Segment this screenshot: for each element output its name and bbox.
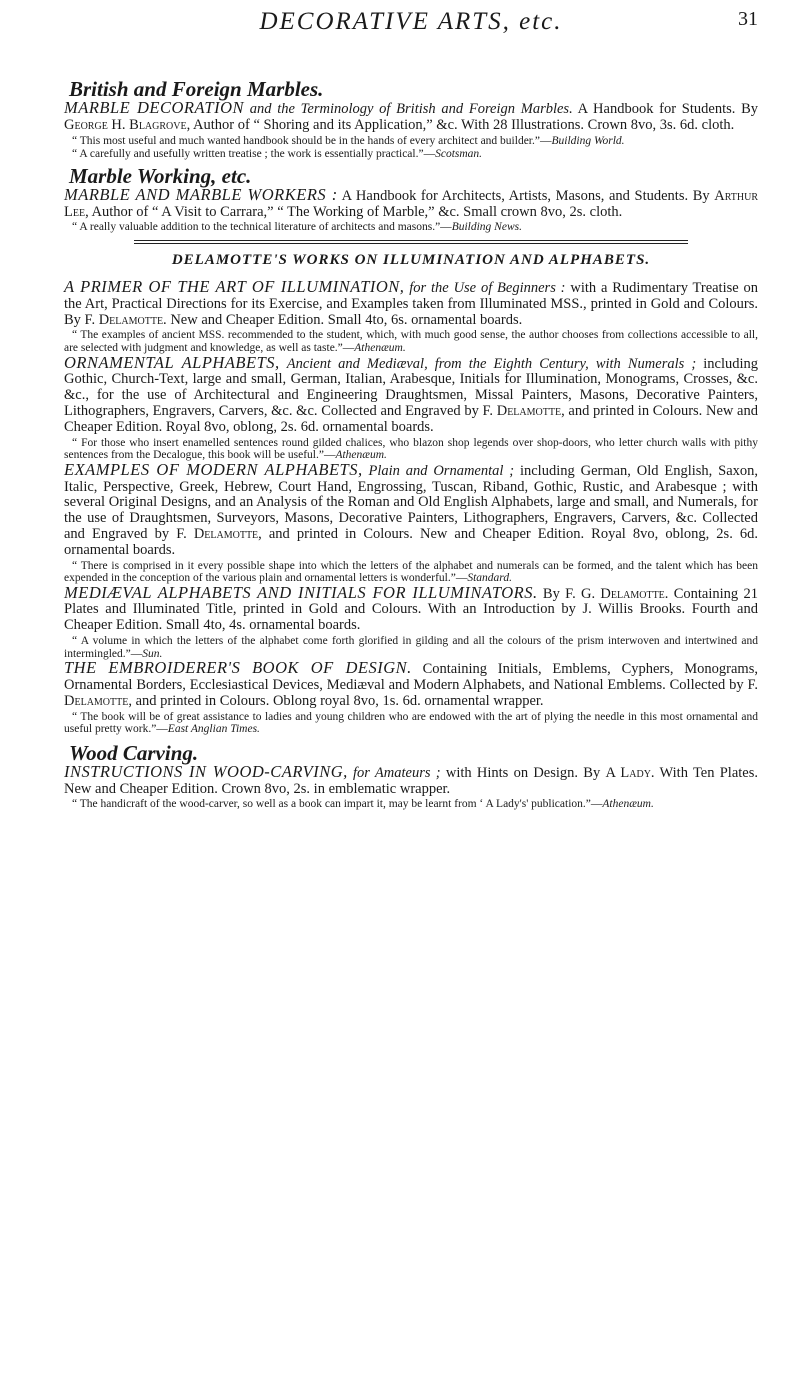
entry-title: EXAMPLES OF MODERN ALPHABETS,	[64, 459, 363, 479]
entry-author: F. Delamotte,	[482, 402, 565, 419]
entry-author: Arthur Lee,	[64, 187, 759, 220]
entry-title: MEDIÆVAL ALPHABETS AND INITIALS FOR ILLUMINATORS.	[64, 582, 538, 602]
entry-title: MARBLE AND MARBLE WORKERS :	[64, 184, 338, 204]
entry-body: THE EMBROIDERER'S BOOK OF DESIGN. Containing Initials, Emblems, Cyphers, Monograms, Ornamental Borders, Ecclesiastical Devices, Mediæval and Modern Alphabets, and National Emblems. Collected by F. Delamotte, and printed in Colours. Oblong royal 8vo, 1s. 6d. ornamental wrapper.	[64, 658, 759, 709]
entry-body	[64, 184, 759, 221]
entry-author: F. Delamotte,	[176, 525, 262, 542]
entry-title: MARBLE DECORATION	[64, 98, 245, 117]
review-source: Building World.	[551, 134, 625, 147]
entry-modern-alphabets	[64, 459, 759, 585]
entry-subtitle: for the Use of Beginners :	[409, 279, 566, 296]
entry-subtitle: Plain and Ornamental ;	[368, 462, 515, 479]
entry-embroiderers-book	[64, 660, 758, 736]
entry-body: EXAMPLES OF MODERN ALPHABETS, Plain and Ornamental ; including German, Old English, Saxon, Italic, Perspective, Greek, Hebrew, Court Hand, Engrossing, Tuscan, Riband, Gothic, Rustic, and Arabesque ; with several Original Designs, and an Analysis of the Roman and Old English Alphabets, large and small, and Numerals, for the use of Draughtsmen, Surveyors, Masons, Decorative Painters, Lithographers, Engravers, Carvers, &c. Collected and Engraved by F. Delamotte, and printed in Colours. New and Cheaper Edition. Royal 8vo, oblong, 2s. 6d. ornamental boards.	[64, 459, 759, 558]
entry-author: George H. Blagrove,	[64, 116, 191, 133]
entry-body: ORNAMENTAL ALPHABETS, Ancient and Mediæval, from the Eighth Century, with Numerals ; including Gothic, Church-Text, large and small, German, Italian, Arabesque, Initials for Illumination, Monograms, Crosses, &c. &c., for the use of Architectural and Engineering Draughtsmen, Missal Painters, Masons, Decorative Painters, Lithographers, Engravers, Carvers, &c. &c. Collected and Engraved by F. Delamotte, and printed in Colours. New and Cheaper Edition. Royal 8vo, oblong, 2s. 6d. ornamental boards.	[64, 352, 759, 435]
entry-author: F. G. Delamotte.	[565, 585, 669, 602]
entry-author-prefix: A Handbook for Students. By	[577, 101, 759, 117]
entry-wood-carving	[64, 761, 758, 811]
review-source: Athenæum.	[354, 341, 406, 354]
entry-title: INSTRUCTIONS IN WOOD-CARVING,	[64, 761, 348, 781]
review-quote: “ There is comprised in it every possible shape into which the letters of the alphabet and numerals can be formed, and the talent which has been expended in the conception of the various plain and ornamental letters is wonderful.”—Standard.	[64, 559, 758, 585]
review-quote: “ A carefully and usefully written treatise ; the work is essentially practical.”—Scotsman.	[72, 148, 483, 161]
review-quote: “ A really valuable addition to the technical literature of architects and masons.”—Building News.	[72, 221, 522, 234]
review-quote: “ This most useful and much wanted handbook should be in the hands of every architect and builder.”—Building World.	[72, 134, 625, 147]
entry-marble-decoration	[64, 100, 758, 161]
entry-author: F. Delamotte.	[84, 311, 167, 328]
review-quote: “ The examples of ancient MSS. recommended to the student, which, with much good sense, the author chooses from collections accessible to all, are selected with judgment and knowledge, as well as taste.”—Athenæum.	[64, 329, 758, 354]
review-source: East Anglian Times.	[167, 723, 260, 736]
entry-subtitle: Ancient and Mediæval, from the Eighth Century, with Numerals ;	[286, 355, 697, 372]
entry-subtitle: and the Terminology of British and Foreign Marbles.	[249, 101, 573, 117]
entry-author-prefix: A Handbook for Architects, Artists, Masons, and Students. By	[341, 187, 710, 204]
entry-title: A PRIMER OF THE ART OF ILLUMINATION,	[64, 276, 405, 296]
running-head	[64, 0, 758, 52]
section-title-delamotte: DELAMOTTE'S WORKS ON ILLUMINATION AND ALPHABETS.	[171, 251, 651, 268]
entry-body: MEDIÆVAL ALPHABETS AND INITIALS FOR ILLUMINATORS. By F. G. Delamotte. Containing 21 Plates and Illuminated Title, printed in Gold and Colours. With an Introduction by J. Willis Brooks. Fourth and Cheaper Edition. Small 4to, 4s. ornamental boards.	[64, 582, 758, 634]
review-source: Building News.	[451, 221, 522, 234]
entry-author: A Lady.	[605, 764, 655, 781]
entry-subtitle: for Amateurs ;	[353, 764, 441, 781]
review-source: Athenæum.	[335, 449, 387, 462]
review-quote: “ The handicraft of the wood-carver, so well as a book can impart it, may be learnt from ‘ A Lady's' publication.”—Athenæum.	[72, 798, 654, 811]
entry-title: THE EMBROIDERER'S BOOK OF DESIGN.	[64, 658, 412, 678]
entry-details: Author of “ Shoring and its Application,” &c. With 28 Illustrations. Crown 8vo, 3s. 6d. cloth.	[193, 116, 735, 133]
review-source: Sun.	[142, 647, 163, 660]
entry-medieval-alphabets	[64, 582, 758, 661]
section-heading-marble-working: Marble Working, etc.	[69, 163, 252, 188]
entry-primer-illumination	[64, 276, 759, 355]
review-source: Athenæum.	[602, 798, 654, 811]
entry-details: Author of “ A Visit to Carrara,” “ The Working of Marble,” &c. Small crown 8vo, 2s. cloth.	[91, 203, 623, 220]
double-rule-divider	[134, 240, 688, 244]
review-quote: “ The book will be of great assistance to ladies and young children who are endowed with the art of plying the needle in this most ornamental and useful pretty work.”—East Anglian Times.	[64, 710, 758, 736]
entry-title: ORNAMENTAL ALPHABETS,	[64, 352, 280, 372]
entry-body	[64, 100, 758, 134]
page-number: 31	[738, 8, 758, 30]
entry-ornamental-alphabets	[64, 352, 759, 462]
entry-author: F. Delamotte,	[64, 677, 759, 709]
review-quote: “ For those who insert enamelled sentences round gilded chalices, who blazon shop legends over shop-doors, who letter church walls with pithy sentences from the Decalogue, this book will be useful.”—Athenæum.	[64, 436, 758, 462]
section-heading-marbles: British and Foreign Marbles.	[69, 77, 324, 101]
entry-body: A PRIMER OF THE ART OF ILLUMINATION, for the Use of Beginners : with a Rudimentary Treatise on the Art, Practical Directions for its Exercise, and Examples taken from Illuminated MSS., printed in Gold and Colours. By F. Delamotte. New and Cheaper Edition. Small 4to, 6s. ornamental boards.	[64, 276, 759, 328]
review-source: Standard.	[467, 572, 512, 585]
entry-marble-workers	[64, 184, 759, 234]
review-quote: “ A volume in which the letters of the alphabet come forth glorified in gilding and all the colours of the prism interwoven and intertwined and intermingled.”—Sun.	[64, 635, 758, 660]
running-head-title: DECORATIVE ARTS, etc.	[259, 8, 563, 35]
entry-body: INSTRUCTIONS IN WOOD-CARVING, for Amateurs ; with Hints on Design. By A Lady. With Ten Plates. New and Cheaper Edition. Crown 8vo, 2s. in emblematic wrapper.	[64, 761, 758, 797]
review-source: Scotsman.	[435, 148, 483, 161]
section-heading-wood-carving: Wood Carving.	[69, 740, 199, 765]
